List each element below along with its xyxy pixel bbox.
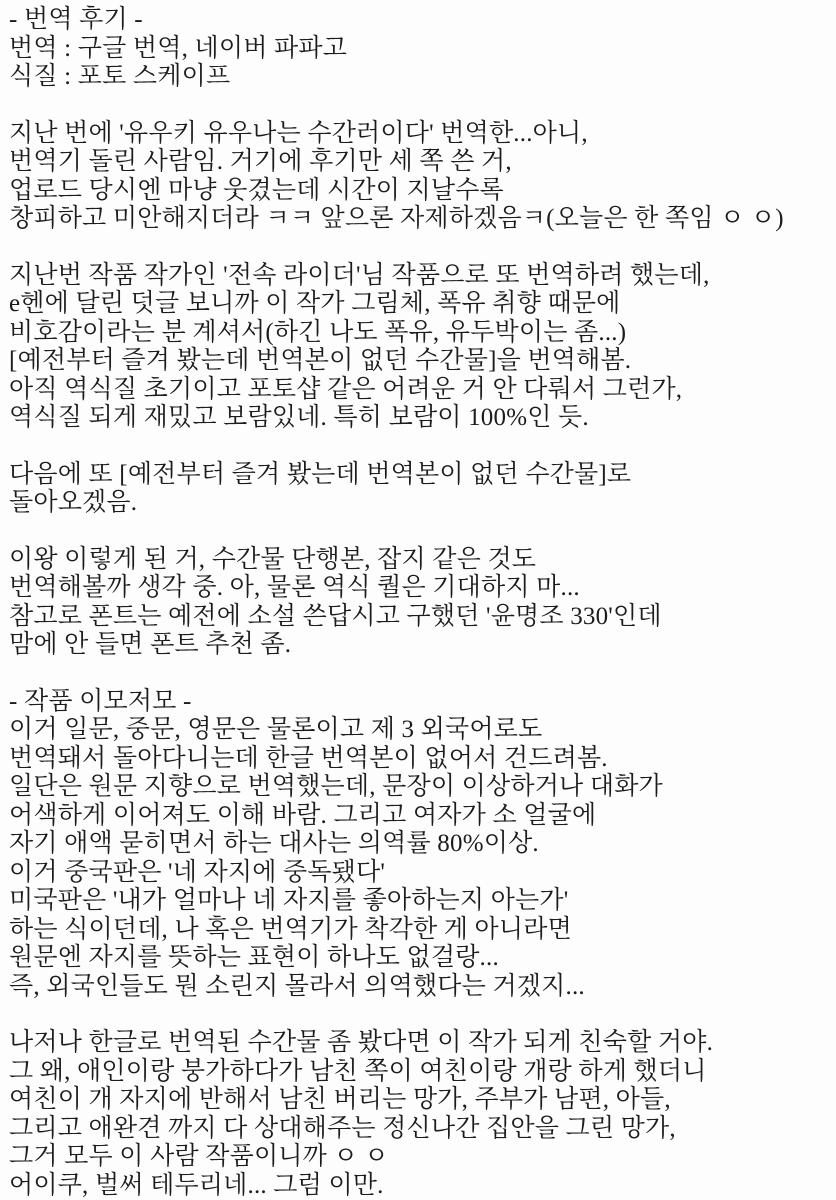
text-line: 나저나 한글로 번역된 수간물 좀 봤다면 이 작가 되게 친숙할 거야.: [9, 1029, 714, 1056]
text-line: 식질 : 포토 스케이프: [9, 63, 231, 90]
text-line: 그거 모두 이 사람 작품이니까 ㅇ ㅇ: [9, 1143, 389, 1170]
text-line: 어색하게 이어져도 이해 바람. 그리고 여자가 소 얼굴에: [9, 801, 597, 829]
text-line: 창피하고 미안해지더라 ㅋㅋ 앞으론 자제하겠음ㅋ(오늘은 한 쪽임 ㅇ ㅇ): [9, 205, 784, 232]
paragraph-author-background-closing: [9, 1029, 828, 1200]
text-line: 일단은 원문 지향으로 번역했는데, 문장이 이상하거나 대화가: [9, 773, 663, 800]
text-line: 번역돼서 돌아다니는데 한글 번역본이 없어서 건드려봄.: [9, 744, 608, 772]
text-line: 이거 중국판은 '네 자지에 중독됐다': [9, 858, 386, 886]
text-line: 즉, 외국인들도 뭔 소린지 몰라서 의역했다는 거겠지...: [9, 972, 585, 1000]
text-line: 어이쿠, 벌써 테두리네... 그럼 이만.: [9, 1171, 384, 1199]
paragraph-work-details: [9, 688, 828, 1002]
text-line: 지난 번에 '유우키 유우나는 수간러이다' 번역한...아니,: [9, 119, 588, 147]
paragraph-work-selection: [9, 262, 828, 433]
text-line: 참고로 폰트는 예전에 소설 쓴답시고 구했던 '윤명조 330'인데: [9, 602, 662, 630]
text-line: 다음에 또 [예전부터 즐겨 봤는데 번역본이 없던 수간물]로: [9, 460, 632, 488]
text-line: 번역해볼까 생각 중. 아, 물론 역식 퀄은 기대하지 마...: [9, 574, 580, 601]
text-line: 번역 : 구글 번역, 네이버 파파고: [9, 34, 348, 62]
text-line: 하는 식이던데, 나 혹은 번역기가 착각한 게 아니라면: [9, 915, 572, 943]
paragraph-next-time: [9, 461, 828, 518]
text-line: 원문엔 자지를 뜻하는 표현이 하나도 없걸랑...: [9, 944, 499, 971]
text-line: 미국판은 '내가 얼마나 네 자지를 좋아하는지 아는가': [9, 887, 569, 914]
text-line: 번역기 돌린 사람임. 거기에 후기만 세 쪽 쓴 거,: [9, 148, 512, 175]
text-line: 여친이 개 자지에 반해서 남친 버리는 망가, 주부가 남편, 아들,: [9, 1086, 671, 1113]
text-line: 그리고 애완견 까지 다 상대해주는 정신나간 집안을 그린 망가,: [9, 1114, 676, 1142]
text-line: 업로드 당시엔 마냥 웃겼는데 시간이 지날수록: [9, 176, 504, 204]
text-line: 역식질 되게 재밌고 보람있네. 특히 보람이 100%인 듯.: [9, 404, 589, 431]
text-line: 이왕 이렇게 된 거, 수간물 단행본, 잡지 같은 것도: [9, 545, 537, 573]
text-line: 돌아오겠음.: [9, 489, 138, 516]
text-line: 그 왜, 애인이랑 붕가하다가 남친 쪽이 여친이랑 개랑 하게 했더니: [9, 1057, 707, 1085]
text-line: 지난번 작품 작가인 '전속 라이더'님 작품으로 또 번역하려 했는데,: [9, 261, 710, 289]
text-line: 아직 역식질 초기이고 포토샵 같은 어려운 거 안 다뤄서 그런가,: [9, 375, 683, 403]
text-line: [예전부터 즐겨 봤는데 번역본이 없던 수간물]을 번역해봄.: [9, 347, 632, 374]
text-line: 이거 일문, 중문, 영문은 물론이고 제 3 외국어로도: [9, 716, 543, 743]
section-heading-translation-afterword: - 번역 후기 -: [9, 6, 143, 33]
section-heading-work-details: - 작품 이모저모 -: [9, 687, 192, 715]
paragraph-previous-work-apology: [9, 120, 828, 234]
text-line: 비호감이라는 분 계셔서(하긴 나도 폭유, 유두박이는 좀...): [9, 318, 627, 346]
text-line: e헨에 달린 덧글 보니까 이 작가 그림체, 폭유 취향 때문에: [9, 290, 621, 317]
paragraph-translation-credits: [9, 6, 828, 92]
text-line: 맘에 안 들면 폰트 추천 좀.: [9, 631, 292, 658]
text-line: 자기 애액 묻히면서 하는 대사는 의역률 80%이상.: [9, 830, 539, 857]
paragraph-future-plans-font: [9, 546, 828, 660]
